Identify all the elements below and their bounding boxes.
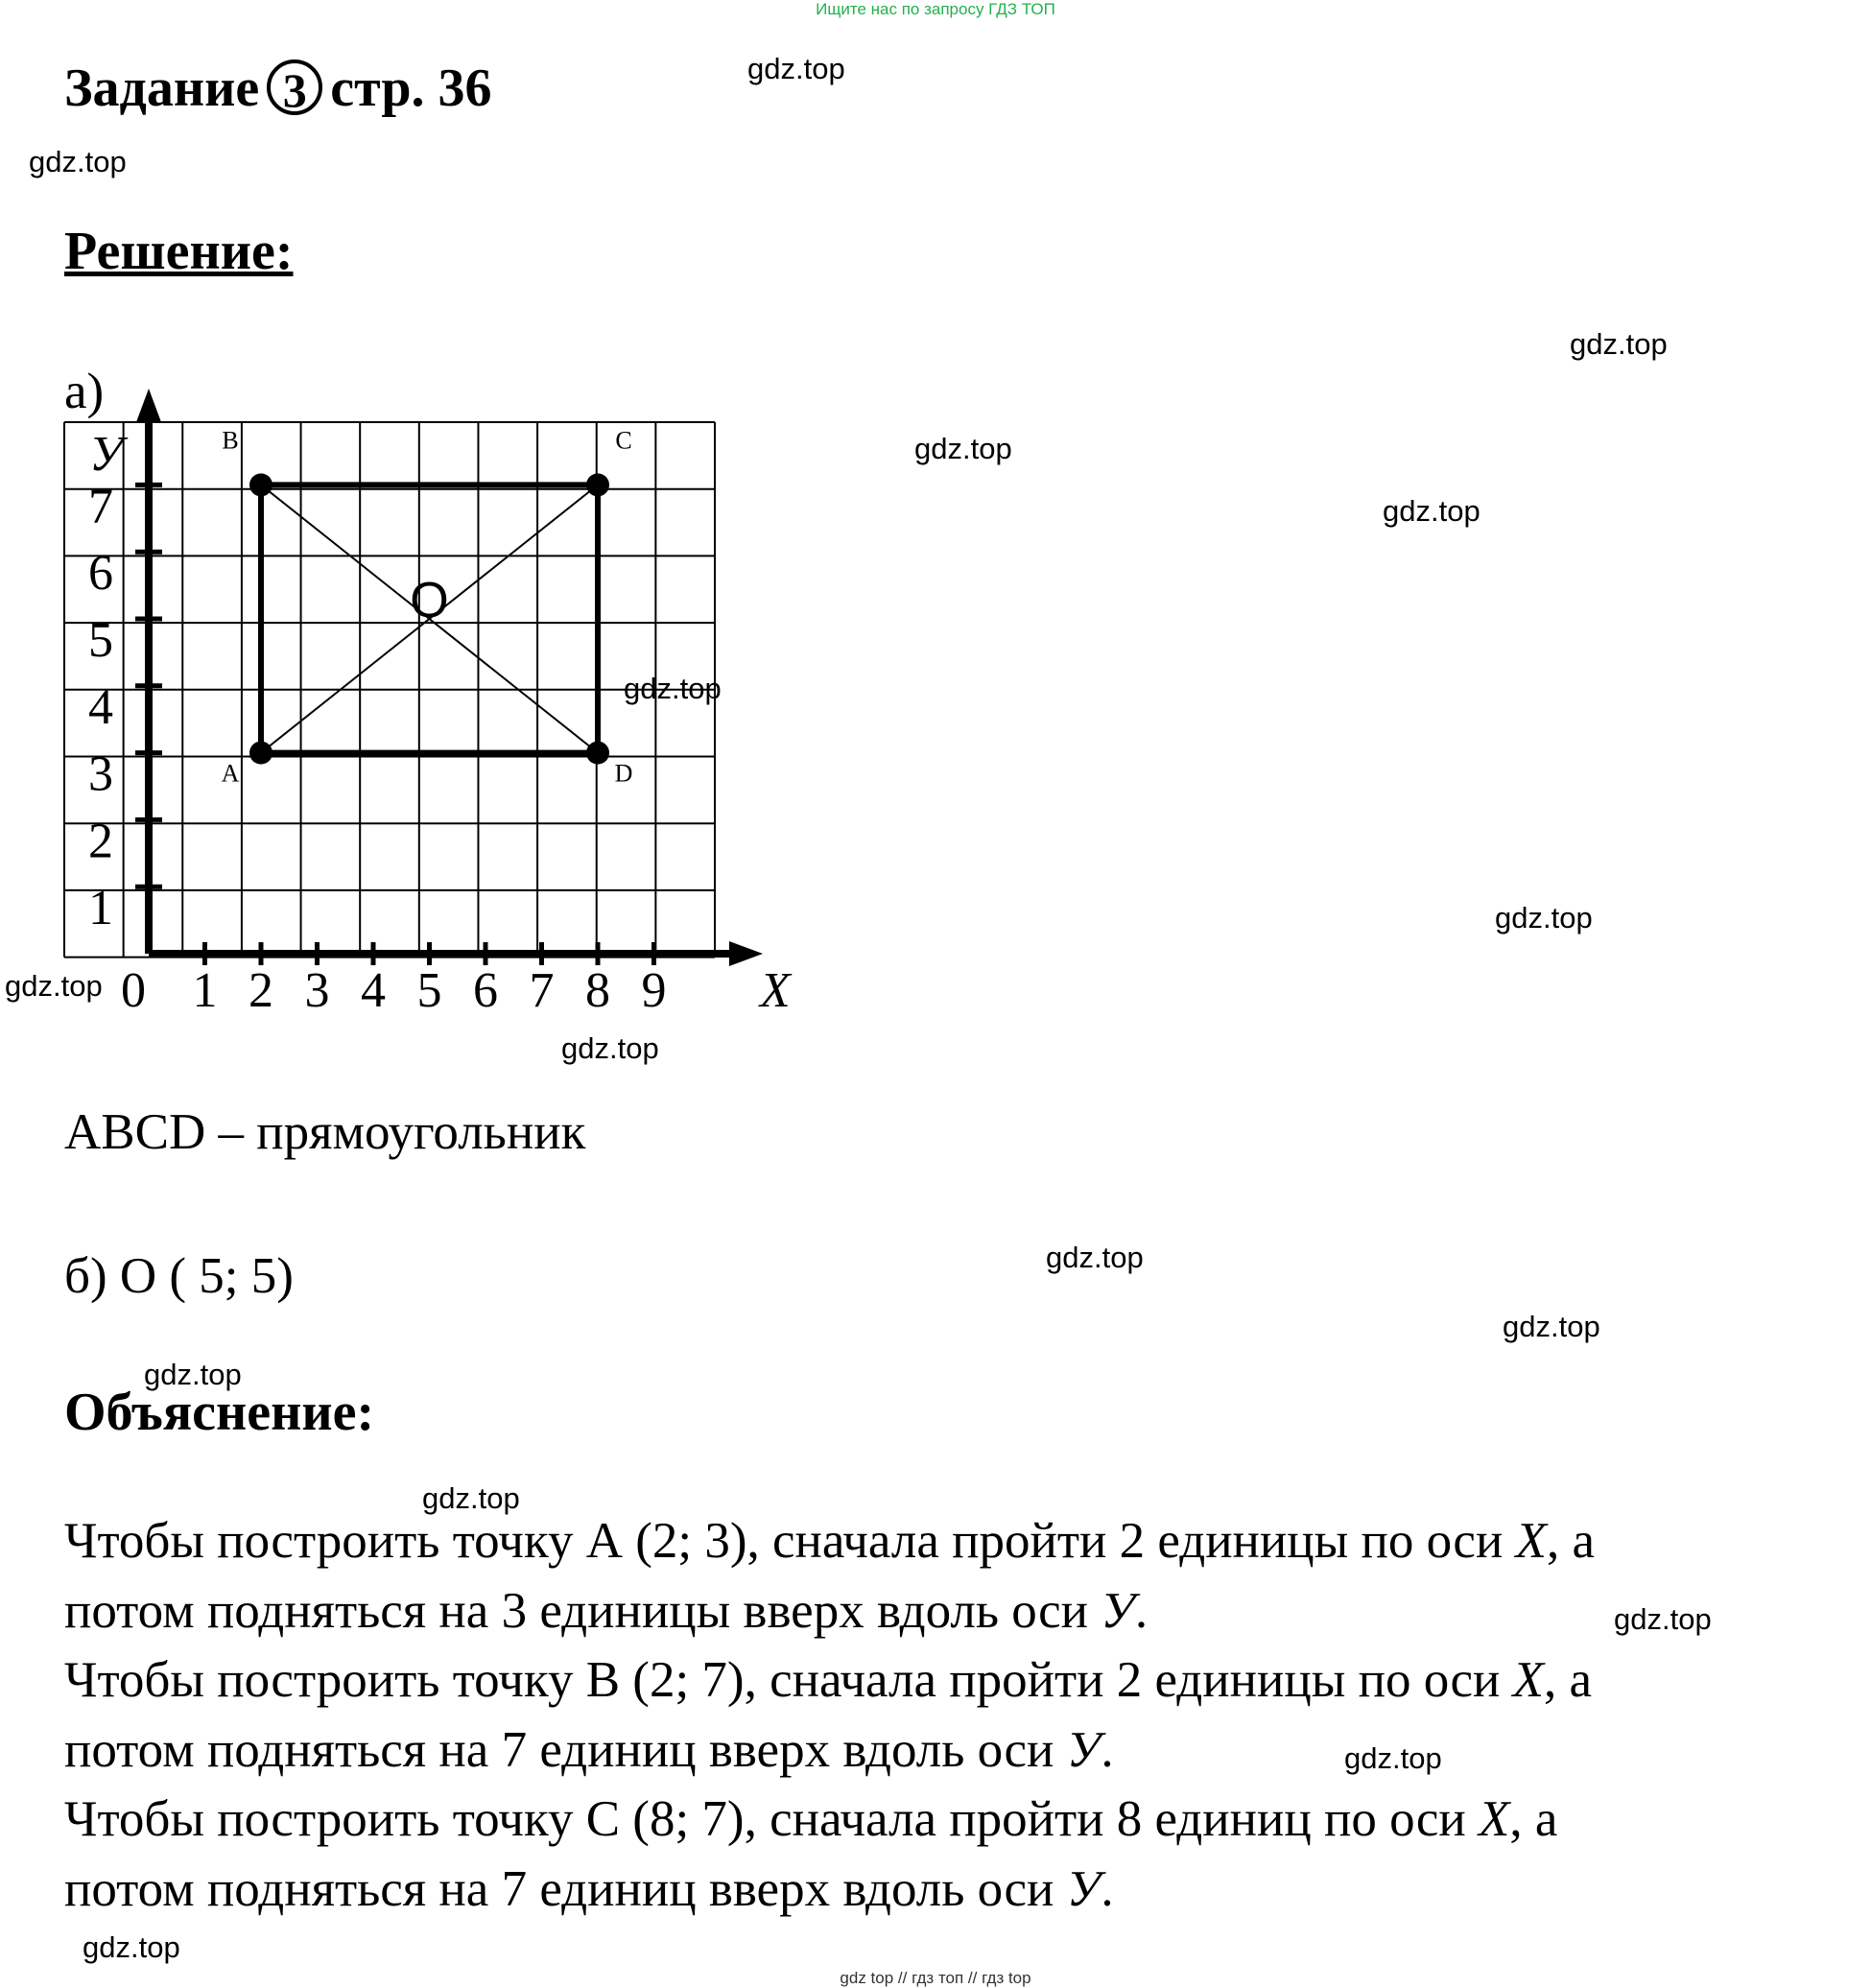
watermark: gdz.top xyxy=(1344,1741,1442,1775)
part-b-answer: б) О ( 5; 5) xyxy=(64,1248,294,1304)
y-axis-arrow xyxy=(136,389,161,422)
x-tick-label: 3 xyxy=(304,963,330,1018)
x-tick-label: 4 xyxy=(361,963,386,1018)
y-tick-label: 4 xyxy=(88,679,113,735)
title-suffix: стр. 36 xyxy=(330,59,492,118)
point-d xyxy=(586,742,609,765)
x-tick-label: 0 xyxy=(121,963,146,1018)
watermark: gdz.top xyxy=(5,969,103,1003)
x-axis-label: X xyxy=(760,963,791,1018)
part-a-label: а) xyxy=(64,364,105,419)
solution-heading: Решение: xyxy=(64,222,294,281)
watermark: gdz.top xyxy=(624,672,722,705)
explanation-line-5: Чтобы построить точку С (8; 7), сначала пройти 8 единиц по оси X, а xyxy=(64,1791,1558,1847)
center-label-o: O xyxy=(410,573,449,628)
explanation-line-6: потом подняться на 7 единиц вверх вдоль оси У. xyxy=(64,1860,1114,1917)
watermark: gdz.top xyxy=(422,1481,520,1515)
x-tick-label: 7 xyxy=(529,963,555,1018)
point-label-d: D xyxy=(614,759,633,788)
x-tick-label: 6 xyxy=(473,963,498,1018)
x-tick-label: 5 xyxy=(416,963,442,1018)
y-tick-label: 1 xyxy=(88,881,113,936)
task-number-circle: 3 xyxy=(267,59,322,115)
point-c xyxy=(586,473,609,496)
x-axis-arrow xyxy=(729,941,763,966)
top-banner: Ищите нас по запросу ГДЗ ТОП xyxy=(816,0,1055,18)
title-prefix: Задание xyxy=(64,59,260,118)
y-tick-label: 6 xyxy=(88,546,113,602)
explanation-heading: Объяснение: xyxy=(64,1383,375,1442)
watermark: gdz.top xyxy=(1570,327,1668,361)
point-a xyxy=(249,742,272,765)
rectangle-statement: ABCD – прямоугольник xyxy=(64,1104,586,1160)
explanation-body xyxy=(64,1506,1595,1924)
point-b xyxy=(249,473,272,496)
x-tick-label: 2 xyxy=(249,963,273,1018)
watermark: gdz.top xyxy=(144,1358,242,1391)
y-axis-label: У xyxy=(89,427,123,482)
explanation-line-1: Чтобы построить точку А (2; 3), сначала пройти 2 единицы по оси X, а xyxy=(64,1513,1595,1569)
y-tick-label: 5 xyxy=(88,613,113,668)
point-label-a: A xyxy=(221,759,240,788)
watermark: gdz.top xyxy=(747,52,845,85)
x-tick-label: 8 xyxy=(585,963,610,1018)
point-label-c: C xyxy=(615,426,632,455)
explanation-line-2: потом подняться на 3 единицы вверх вдоль оси У. xyxy=(64,1582,1149,1639)
y-tick-label: 3 xyxy=(88,746,113,802)
footer-links: gdz top // гдз топ // гдз top xyxy=(840,1969,1031,1987)
watermark: gdz.top xyxy=(83,1930,180,1964)
x-tick-label: 9 xyxy=(641,963,667,1018)
watermark: gdz.top xyxy=(1495,901,1593,935)
watermark: gdz.top xyxy=(1383,494,1480,528)
x-tick-label: 1 xyxy=(192,963,218,1018)
watermark: gdz.top xyxy=(1046,1241,1144,1274)
explanation-line-4: потом подняться на 7 единиц вверх вдоль оси У. xyxy=(64,1721,1114,1778)
explanation-line-3: Чтобы построить точку В (2; 7), сначала пройти 2 единицы по оси X, а xyxy=(64,1652,1593,1708)
coordinate-chart xyxy=(0,384,864,1055)
watermark: gdz.top xyxy=(561,1031,659,1065)
watermark: gdz.top xyxy=(1614,1602,1712,1636)
watermark: gdz.top xyxy=(914,432,1012,465)
y-tick-label: 2 xyxy=(88,814,113,869)
page-title xyxy=(64,58,491,121)
watermark: gdz.top xyxy=(29,145,127,178)
watermark: gdz.top xyxy=(1503,1310,1600,1343)
y-tick-label: 7 xyxy=(88,479,113,534)
point-label-b: B xyxy=(222,426,239,455)
